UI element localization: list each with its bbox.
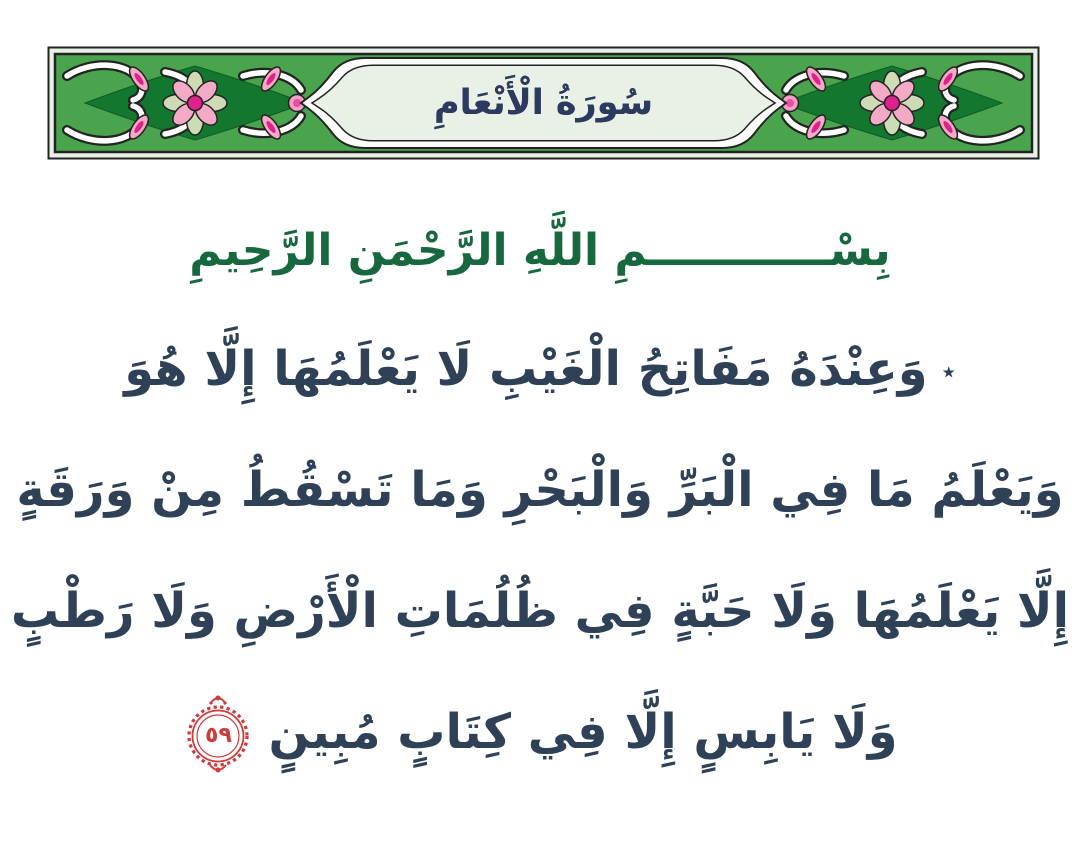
surah-title: سُورَةُ الْأَنْعَامِ — [433, 83, 654, 123]
verse-text-4: وَلَا يَابِسٍ إِلَّا فِي كِتَابٍ مُبِينٍ — [268, 703, 898, 760]
verse-text-1: وَعِنْدَهُ مَفَاتِحُ الْغَيْبِ لَا يَعْلَمُهَا إِلَّا هُوَ — [124, 340, 928, 397]
verse-line-2 — [0, 429, 1080, 550]
verse-line-1 — [0, 308, 1080, 429]
surah-header-band — [47, 46, 1040, 160]
hizb-star-icon: ٭ — [941, 356, 956, 387]
ayah-number: ٥٩ — [205, 722, 232, 748]
verse-line-3 — [0, 550, 1080, 671]
verse-number-medallion — [182, 691, 254, 773]
verse-block — [0, 308, 1080, 792]
bismillah: بِسْــــــــــــمِ اللَّهِ الرَّحْمَنِ الرَّحِيمِ — [189, 224, 891, 276]
verse-text-2: وَيَعْلَمُ مَا فِي الْبَرِّ وَالْبَحْرِ وَمَا تَسْقُطُ مِنْ وَرَقَةٍ — [16, 461, 1064, 518]
verse-text-3: إِلَّا يَعْلَمُهَا وَلَا حَبَّةٍ فِي ظُلُمَاتِ الْأَرْضِ وَلَا رَطْبٍ — [10, 582, 1070, 639]
verse-line-4 — [0, 671, 1080, 792]
